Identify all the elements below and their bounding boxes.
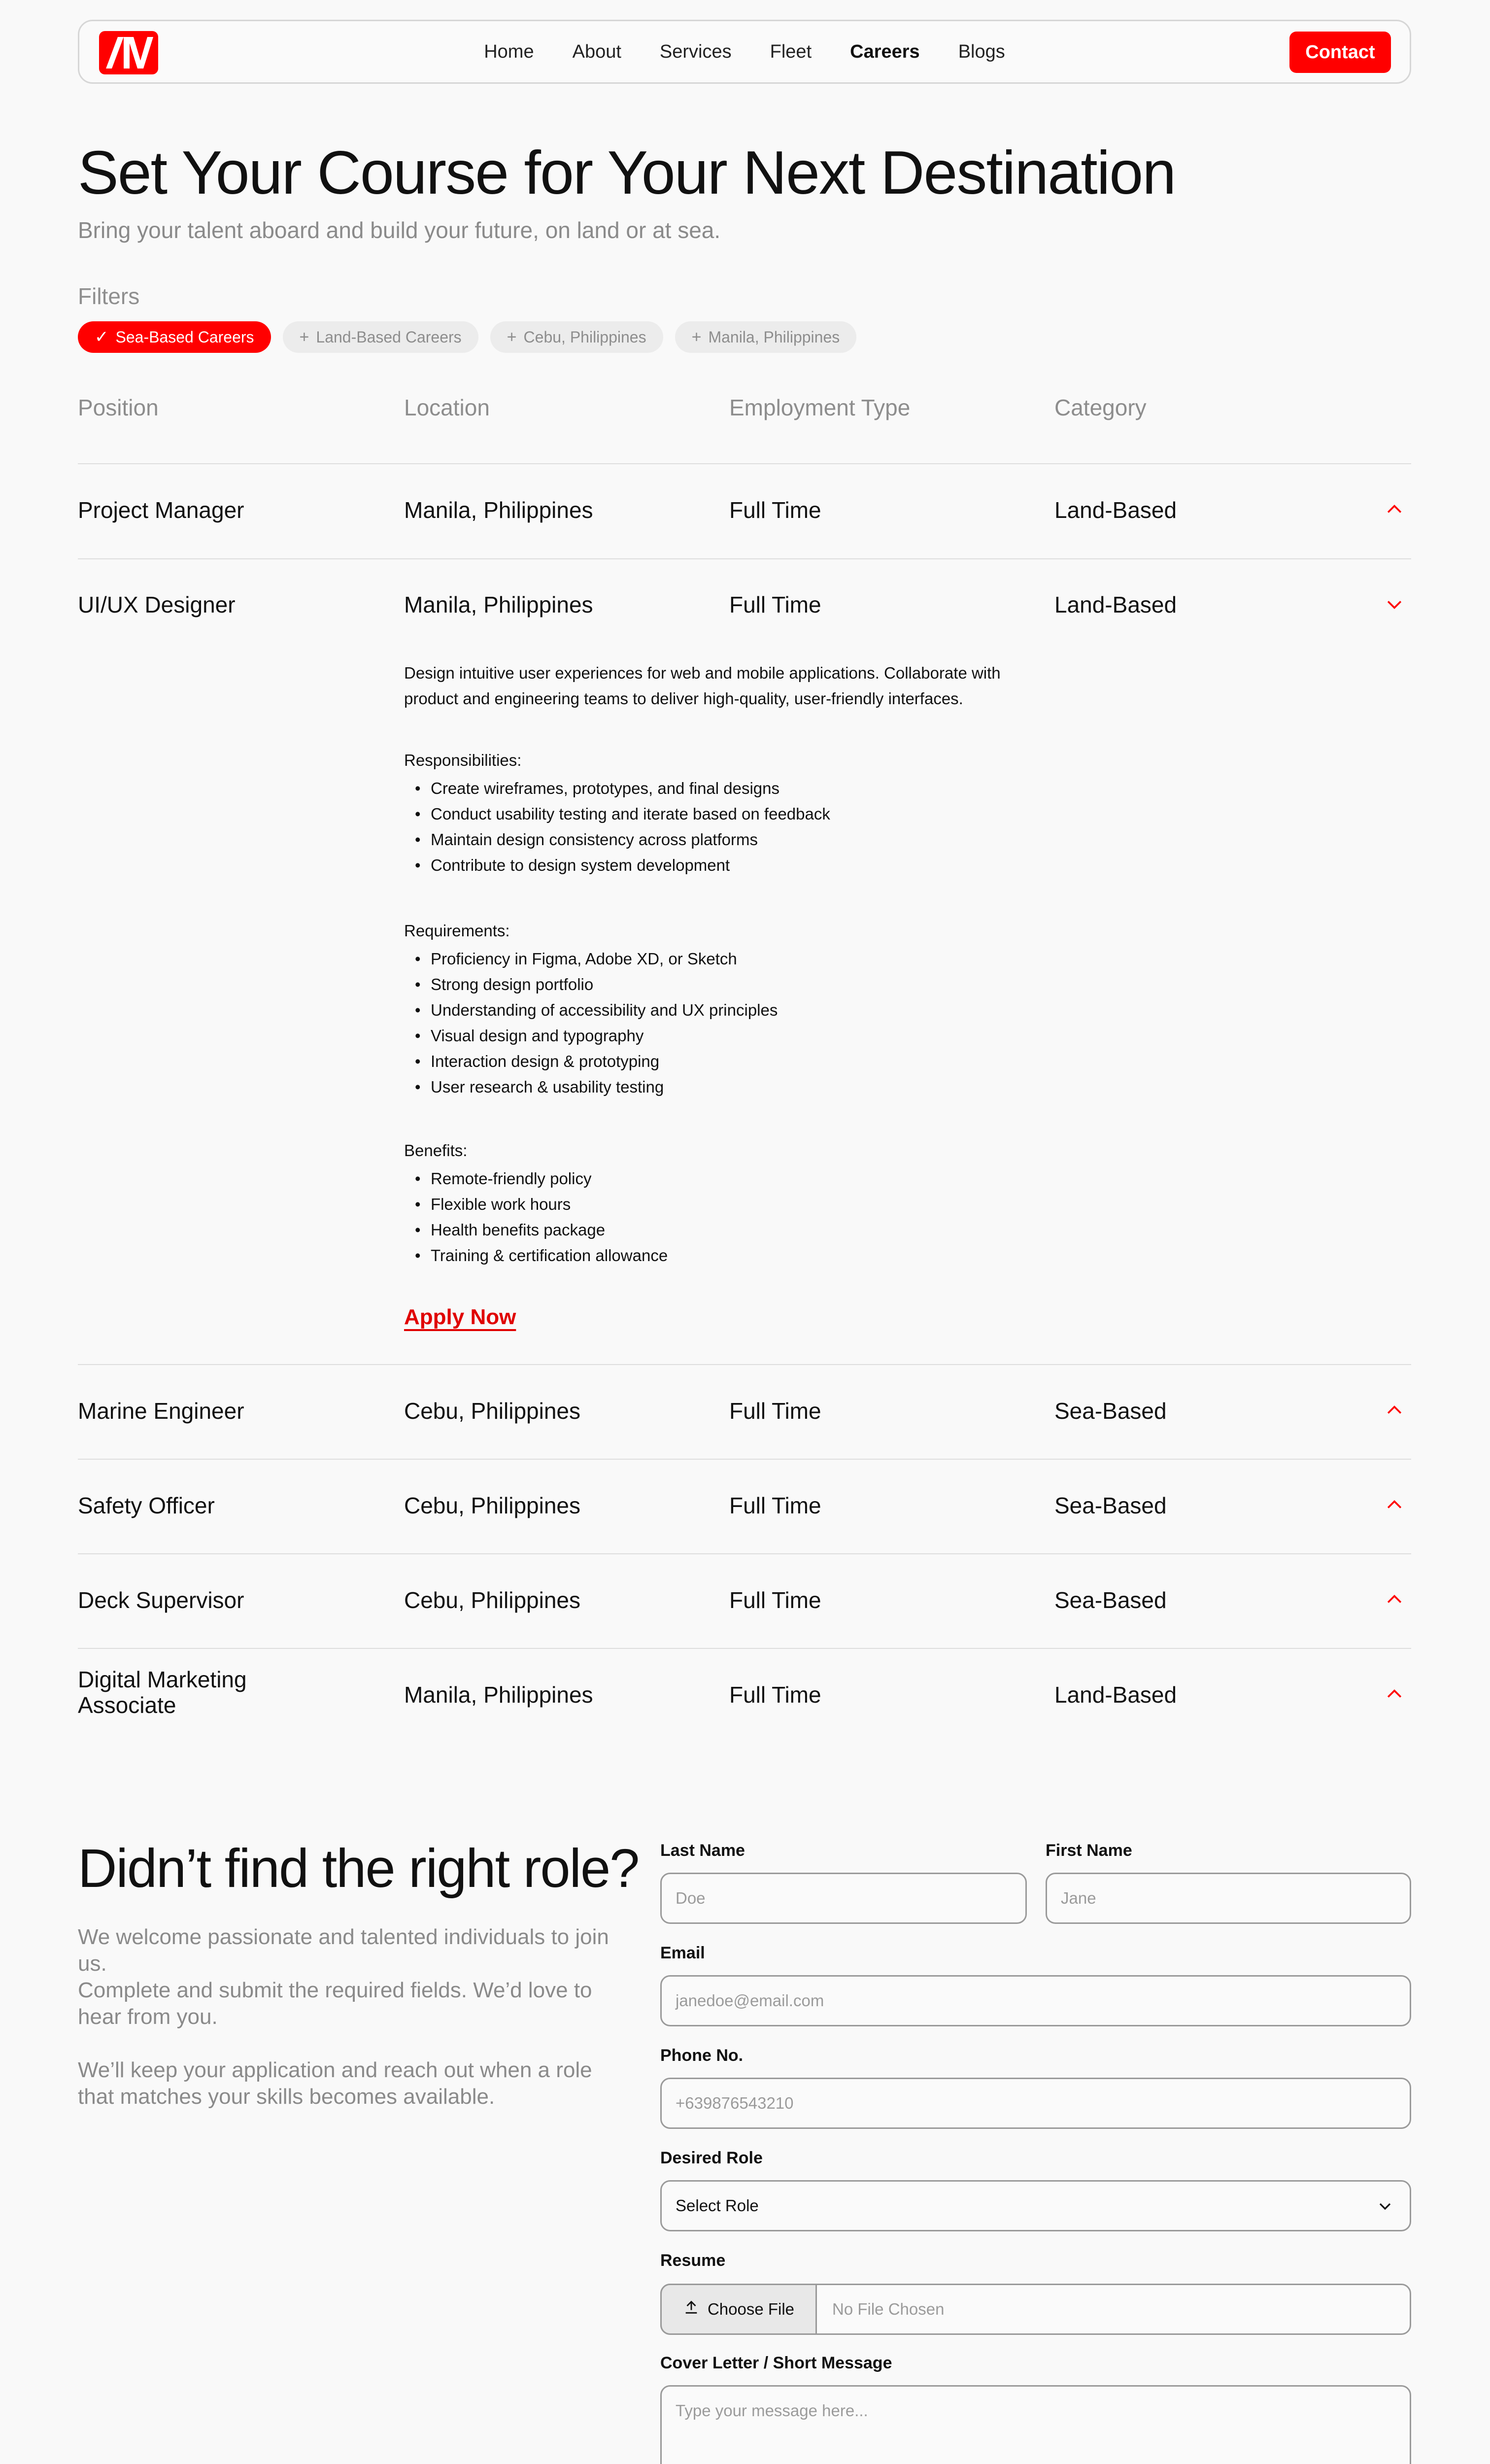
chevron-up-icon[interactable]	[1384, 1400, 1405, 1421]
chevron-up-icon[interactable]	[1384, 1683, 1405, 1705]
responsibilities-list	[404, 776, 830, 878]
type-cell: Full Time	[729, 1398, 821, 1424]
upload-icon	[683, 2299, 700, 2320]
last-name-label: Last Name	[660, 1841, 745, 1860]
type-cell: Full Time	[729, 592, 821, 617]
requirements-list	[404, 946, 778, 1100]
nav-services[interactable]: Services	[659, 41, 732, 62]
apply-now-link[interactable]: Apply Now	[404, 1305, 516, 1329]
list-item: • Health benefits package	[404, 1217, 668, 1243]
category-cell: Land-Based	[1054, 497, 1177, 523]
filter-chip-cebu[interactable]	[490, 321, 663, 353]
type-cell: Full Time	[729, 497, 821, 523]
requirements-title: Requirements:	[404, 922, 510, 940]
list-item: • Flexible work hours	[404, 1192, 668, 1217]
location-cell: Manila, Philippines	[404, 592, 593, 617]
type-cell: Full Time	[729, 1493, 821, 1518]
first-name-field[interactable]: Jane	[1046, 1873, 1411, 1924]
divider	[78, 1364, 1411, 1365]
filter-chip-manila[interactable]	[675, 321, 857, 353]
list-item: • Strong design portfolio	[404, 972, 778, 997]
no-file-text: No File Chosen	[832, 2300, 945, 2318]
form-section-title: Didn’t find the right role?	[78, 1838, 639, 1899]
list-item: • Visual design and typography	[404, 1023, 778, 1049]
choose-file-label: Choose File	[707, 2300, 795, 2318]
desired-role-value: Select Role	[676, 2196, 759, 2215]
nav-home[interactable]: Home	[484, 41, 534, 62]
chip-label: Manila, Philippines	[708, 328, 840, 346]
position-cell: Project Manager	[78, 497, 244, 523]
job-description: Design intuitive user experiences for web and mobile applications. Collaborate with product and engineering teams to deliver high-quality, user-friendly interfaces.	[404, 664, 1001, 708]
position-cell: Marine Engineer	[78, 1398, 244, 1424]
email-label: Email	[660, 1944, 705, 1962]
filter-chip-land-based[interactable]	[283, 321, 478, 353]
phone-field[interactable]: +639876543210	[660, 2078, 1411, 2129]
first-name-label: First Name	[1046, 1841, 1132, 1860]
column-header-employment-type: Employment Type	[729, 395, 911, 420]
list-item: • Interaction design & prototyping	[404, 1049, 778, 1074]
chip-label: Cebu, Philippines	[523, 328, 646, 346]
divider	[78, 1459, 1411, 1460]
divider	[78, 558, 1411, 559]
position-cell: UI/UX Designer	[78, 592, 236, 617]
message-label: Cover Letter / Short Message	[660, 2354, 892, 2372]
position-cell: Digital Marketing Associate	[78, 1667, 247, 1718]
nav-careers[interactable]: Careers	[850, 41, 920, 62]
type-cell: Full Time	[729, 1587, 821, 1613]
form-section-paragraph: We welcome passionate and talented individuals to join us.	[78, 1925, 609, 1976]
desired-role-select[interactable]	[660, 2180, 1411, 2231]
chevron-up-icon[interactable]	[1384, 1494, 1405, 1516]
position-cell: Deck Supervisor	[78, 1587, 244, 1613]
position-cell: Safety Officer	[78, 1493, 215, 1518]
contact-button[interactable]: Contact	[1289, 32, 1391, 73]
column-header-location: Location	[404, 395, 490, 420]
category-cell: Land-Based	[1054, 592, 1177, 617]
desired-role-label: Desired Role	[660, 2149, 763, 2167]
list-item: • Maintain design consistency across platforms	[404, 827, 830, 853]
form-section-paragraph: We’ll keep your application and reach out when a role that matches your skills becomes available.	[78, 2058, 592, 2109]
list-item: • Contribute to design system development	[404, 853, 830, 878]
choose-file-button[interactable]	[660, 2284, 817, 2335]
category-cell: Sea-Based	[1054, 1493, 1167, 1518]
nav-about[interactable]: About	[572, 41, 621, 62]
plus-icon: +	[299, 327, 309, 346]
divider	[78, 1553, 1411, 1554]
page-subtitle: Bring your talent aboard and build your future, on land or at sea.	[78, 217, 721, 243]
location-cell: Cebu, Philippines	[404, 1493, 581, 1518]
chevron-up-icon[interactable]	[1384, 1589, 1405, 1610]
nav-links	[79, 21, 1410, 82]
list-item: • Training & certification allowance	[404, 1243, 668, 1268]
divider	[78, 1648, 1411, 1649]
divider	[78, 463, 1411, 464]
list-item: • Create wireframes, prototypes, and final designs	[404, 776, 830, 801]
nav-fleet[interactable]: Fleet	[770, 41, 812, 62]
list-item: • User research & usability testing	[404, 1074, 778, 1100]
list-item: • Conduct usability testing and iterate based on feedback	[404, 801, 830, 827]
list-item: • Understanding of accessibility and UX principles	[404, 997, 778, 1023]
nav-blogs[interactable]: Blogs	[958, 41, 1005, 62]
location-cell: Cebu, Philippines	[404, 1398, 581, 1424]
chevron-down-icon	[1375, 2196, 1395, 2216]
location-cell: Cebu, Philippines	[404, 1587, 581, 1613]
top-navbar	[78, 20, 1411, 84]
category-cell: Sea-Based	[1054, 1587, 1167, 1613]
phone-label: Phone No.	[660, 2046, 744, 2065]
location-cell: Manila, Philippines	[404, 1682, 593, 1708]
list-item: • Remote-friendly policy	[404, 1166, 668, 1192]
chip-label: Land-Based Careers	[316, 328, 462, 346]
category-cell: Sea-Based	[1054, 1398, 1167, 1424]
chevron-down-icon[interactable]	[1384, 593, 1405, 615]
resume-label: Resume	[660, 2251, 726, 2270]
responsibilities-title: Responsibilities:	[404, 751, 522, 769]
list-item: • Proficiency in Figma, Adobe XD, or Sketch	[404, 946, 778, 972]
category-cell: Land-Based	[1054, 1682, 1177, 1708]
column-header-category: Category	[1054, 395, 1147, 420]
benefits-list	[404, 1166, 668, 1268]
filter-chips	[78, 321, 856, 353]
type-cell: Full Time	[729, 1682, 821, 1708]
chip-label: Sea-Based Careers	[115, 328, 254, 346]
column-header-position: Position	[78, 395, 159, 420]
message-textarea[interactable]: Type your message here...	[660, 2385, 1411, 2464]
location-cell: Manila, Philippines	[404, 497, 593, 523]
page-title: Set Your Course for Your Next Destination	[78, 139, 1176, 207]
email-field[interactable]: janedoe@email.com	[660, 1975, 1411, 2026]
last-name-field[interactable]: Doe	[660, 1873, 1027, 1924]
filters-label: Filters	[78, 283, 140, 309]
form-section-paragraph: Complete and submit the required fields. We’d love to hear from you.	[78, 1978, 592, 2029]
chevron-up-icon[interactable]	[1384, 499, 1405, 520]
plus-icon: +	[507, 327, 517, 346]
benefits-title: Benefits:	[404, 1141, 468, 1160]
plus-icon: +	[691, 327, 702, 346]
filter-chip-sea-based[interactable]	[78, 321, 271, 353]
check-icon: ✓	[95, 328, 109, 346]
